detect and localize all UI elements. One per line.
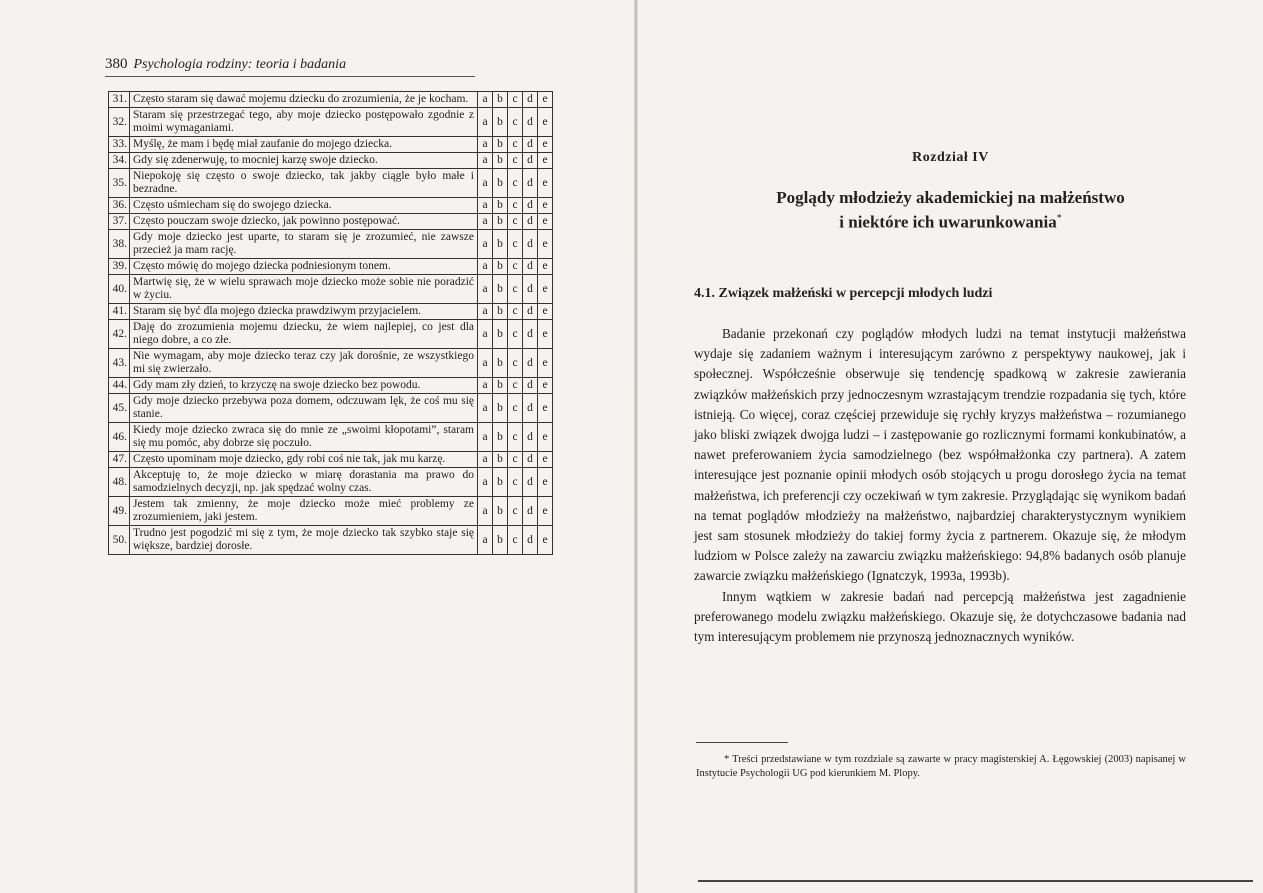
table-row [109, 137, 553, 153]
question-text: Często upominam moje dziecko, gdy robi coś nie tak, jak mu karzę. [130, 452, 478, 468]
answer-option-c[interactable]: c [508, 198, 523, 214]
question-number: 43. [109, 349, 130, 378]
answer-option-e[interactable]: e [538, 526, 553, 555]
question-number: 50. [109, 526, 130, 555]
answer-option-d[interactable]: d [523, 230, 538, 259]
answer-option-d[interactable]: d [523, 169, 538, 198]
question-text: Często staram się dawać mojemu dziecku do zrozumienia, że je kocham. [130, 92, 478, 108]
answer-option-b[interactable]: b [493, 304, 508, 320]
answer-option-e[interactable]: e [538, 304, 553, 320]
answer-option-b[interactable]: b [493, 320, 508, 349]
answer-option-e[interactable]: e [538, 137, 553, 153]
answer-option-e[interactable]: e [538, 423, 553, 452]
answer-option-d[interactable]: d [523, 378, 538, 394]
answer-option-a[interactable]: a [478, 137, 493, 153]
question-number: 44. [109, 378, 130, 394]
answer-option-b[interactable]: b [493, 259, 508, 275]
table-row [109, 304, 553, 320]
answer-option-c[interactable]: c [508, 275, 523, 304]
question-text: Gdy moje dziecko jest uparte, to staram się je zrozumieć, nie zawsze przecież ja mam rację. [130, 230, 478, 259]
answer-option-a[interactable]: a [478, 198, 493, 214]
question-text: Kiedy moje dziecko zwraca się do mnie ze „swoimi kłopotami”, staram się mu pomóc, aby dobrze się poczuło. [130, 423, 478, 452]
question-number: 35. [109, 169, 130, 198]
answer-option-d[interactable]: d [523, 452, 538, 468]
question-number: 38. [109, 230, 130, 259]
answer-option-d[interactable]: d [523, 198, 538, 214]
answer-option-c[interactable]: c [508, 92, 523, 108]
answer-option-a[interactable]: a [478, 526, 493, 555]
answer-option-d[interactable]: d [523, 349, 538, 378]
answer-option-b[interactable]: b [493, 153, 508, 169]
answer-option-e[interactable]: e [538, 468, 553, 497]
answer-option-d[interactable]: d [523, 394, 538, 423]
question-number: 45. [109, 394, 130, 423]
answer-option-e[interactable]: e [538, 169, 553, 198]
table-row [109, 452, 553, 468]
answer-option-c[interactable]: c [508, 468, 523, 497]
answer-option-c[interactable]: c [508, 153, 523, 169]
table-row [109, 468, 553, 497]
answer-option-c[interactable]: c [508, 378, 523, 394]
question-number: 39. [109, 259, 130, 275]
question-number: 48. [109, 468, 130, 497]
table-row [109, 275, 553, 304]
question-number: 34. [109, 153, 130, 169]
answer-option-d[interactable]: d [523, 92, 538, 108]
answer-option-a[interactable]: a [478, 259, 493, 275]
table-row [109, 497, 553, 526]
answer-option-a[interactable]: a [478, 468, 493, 497]
answer-option-a[interactable]: a [478, 497, 493, 526]
question-text: Akceptuję to, że moje dziecko w miarę dorastania ma prawo do samodzielnych decyzji, np. jak spędzać wolny czas. [130, 468, 478, 497]
chapter-label: Rozdział IV [912, 150, 989, 165]
question-text: Myślę, że mam i będę miał zaufanie do mojego dziecka. [130, 137, 478, 153]
header-rule [105, 76, 475, 77]
answer-option-c[interactable]: c [508, 394, 523, 423]
footnote-marker: * [1056, 213, 1062, 224]
answer-option-e[interactable]: e [538, 230, 553, 259]
question-number: 42. [109, 320, 130, 349]
table-row [109, 259, 553, 275]
answer-option-a[interactable]: a [478, 214, 493, 230]
answer-option-d[interactable]: d [523, 468, 538, 497]
table-row [109, 394, 553, 423]
answer-option-d[interactable]: d [523, 275, 538, 304]
answer-option-b[interactable]: b [493, 349, 508, 378]
answer-option-e[interactable]: e [538, 452, 553, 468]
question-text: Jestem tak zmienny, że moje dziecko może mieć problemy ze zrozumieniem, jaki jestem. [130, 497, 478, 526]
answer-option-c[interactable]: c [508, 452, 523, 468]
answer-option-e[interactable]: e [538, 394, 553, 423]
question-number: 46. [109, 423, 130, 452]
answer-option-d[interactable]: d [523, 304, 538, 320]
chapter-title-line2: i niektóre ich uwarunkowania [839, 212, 1057, 232]
footnote-rule [696, 742, 788, 743]
question-text: Gdy mam zły dzień, to krzyczę na swoje dziecko bez powodu. [130, 378, 478, 394]
question-number: 36. [109, 198, 130, 214]
question-number: 40. [109, 275, 130, 304]
paragraph-2: Innym wątkiem w zakresie badań nad percepcją małżeństwa jest zagadnienie preferowanego modelu związku małżeńskiego. Okazuje się, że dotychczasowe badania nad tym interesującym problemem nie przynoszą jednoznacznych wyników. [694, 588, 1186, 645]
question-text: Często mówię do mojego dziecka podniesionym tonem. [130, 259, 478, 275]
question-text: Martwię się, że w wielu sprawach moje dziecko może sobie nie poradzić w życiu. [130, 275, 478, 304]
question-text: Gdy się zdenerwuję, to mocniej karzę swoje dziecko. [130, 153, 478, 169]
chapter-title-line1: Poglądy młodzieży akademickiej na małżeństwo [776, 188, 1125, 207]
answer-option-b[interactable]: b [493, 394, 508, 423]
answer-option-c[interactable]: c [508, 304, 523, 320]
table-row [109, 108, 553, 137]
answer-option-d[interactable]: d [523, 497, 538, 526]
answer-option-e[interactable]: e [538, 198, 553, 214]
answer-option-c[interactable]: c [508, 497, 523, 526]
table-row [109, 153, 553, 169]
answer-option-d[interactable]: d [523, 320, 538, 349]
answer-option-e[interactable]: e [538, 214, 553, 230]
answer-option-c[interactable]: c [508, 214, 523, 230]
question-number: 31. [109, 92, 130, 108]
question-number: 32. [109, 108, 130, 137]
answer-option-c[interactable]: c [508, 320, 523, 349]
answer-option-b[interactable]: b [493, 423, 508, 452]
answer-option-a[interactable]: a [478, 230, 493, 259]
answer-option-c[interactable]: c [508, 137, 523, 153]
answer-option-e[interactable]: e [538, 275, 553, 304]
answer-option-b[interactable]: b [493, 198, 508, 214]
answer-option-d[interactable]: d [523, 259, 538, 275]
answer-option-a[interactable]: a [478, 275, 493, 304]
question-text: Niepokoję się często o swoje dziecko, tak jakby ciągle było małe i bezradne. [130, 169, 478, 198]
answer-option-b[interactable]: b [493, 452, 508, 468]
footnote: * Treści przedstawiane w tym rozdziale są zawarte w pracy magisterskiej A. Łęgowskiej (2003) napisanej w Instytucie Psychologii UG pod kierunkiem M. Plopy. [696, 754, 1186, 779]
question-text: Często pouczam swoje dziecko, jak powinno postępować. [130, 214, 478, 230]
section-heading: 4.1. Związek małżeński w percepcji młodych ludzi [694, 286, 993, 301]
answer-option-b[interactable]: b [493, 169, 508, 198]
answer-option-a[interactable]: a [478, 394, 493, 423]
answer-option-c[interactable]: c [508, 526, 523, 555]
answer-option-d[interactable]: d [523, 137, 538, 153]
running-title: Psychologia rodziny: teoria i badania [133, 57, 347, 72]
question-number: 33. [109, 137, 130, 153]
answer-option-e[interactable]: e [538, 108, 553, 137]
answer-option-d[interactable]: d [523, 526, 538, 555]
answer-option-a[interactable]: a [478, 169, 493, 198]
table-row [109, 230, 553, 259]
answer-option-b[interactable]: b [493, 497, 508, 526]
question-number: 41. [109, 304, 130, 320]
answer-option-d[interactable]: d [523, 423, 538, 452]
answer-option-a[interactable]: a [478, 108, 493, 137]
table-row [109, 423, 553, 452]
question-number: 37. [109, 214, 130, 230]
table-row [109, 378, 553, 394]
table-row [109, 169, 553, 198]
body-text [694, 324, 1186, 647]
answer-option-d[interactable]: d [523, 153, 538, 169]
answer-option-d[interactable]: d [523, 108, 538, 137]
answer-option-a[interactable]: a [478, 423, 493, 452]
answer-option-b[interactable]: b [493, 230, 508, 259]
chapter-title [708, 187, 1193, 233]
table-row [109, 92, 553, 108]
answer-option-c[interactable]: c [508, 169, 523, 198]
question-text: Trudno jest pogodzić mi się z tym, że moje dziecko tak szybko staje się większe, bardziej dorosłe. [130, 526, 478, 555]
answer-option-e[interactable]: e [538, 153, 553, 169]
table-row [109, 320, 553, 349]
answer-option-c[interactable]: c [508, 259, 523, 275]
answer-option-b[interactable]: b [493, 137, 508, 153]
answer-option-a[interactable]: a [478, 378, 493, 394]
answer-option-c[interactable]: c [508, 108, 523, 137]
table-row [109, 198, 553, 214]
answer-option-b[interactable]: b [493, 108, 508, 137]
table-row [109, 526, 553, 555]
answer-option-a[interactable]: a [478, 304, 493, 320]
answer-option-b[interactable]: b [493, 92, 508, 108]
answer-option-e[interactable]: e [538, 320, 553, 349]
page-number: 380 [105, 56, 128, 72]
answer-option-a[interactable]: a [478, 320, 493, 349]
table-row [109, 349, 553, 378]
question-text: Daję do zrozumienia mojemu dziecku, że wiem najlepiej, co jest dla niego dobre, a co złe. [130, 320, 478, 349]
answer-option-c[interactable]: c [508, 423, 523, 452]
question-number: 47. [109, 452, 130, 468]
answer-option-c[interactable]: c [508, 230, 523, 259]
answer-option-b[interactable]: b [493, 378, 508, 394]
answer-option-a[interactable]: a [478, 92, 493, 108]
scan-edge-line [698, 880, 1253, 882]
questionnaire-table [108, 91, 553, 555]
question-text: Staram się być dla mojego dziecka prawdziwym przyjacielem. [130, 304, 478, 320]
running-head [105, 56, 475, 73]
answer-option-b[interactable]: b [493, 275, 508, 304]
answer-option-a[interactable]: a [478, 349, 493, 378]
answer-option-b[interactable]: b [493, 468, 508, 497]
answer-option-e[interactable]: e [538, 349, 553, 378]
answer-option-b[interactable]: b [493, 214, 508, 230]
right-page [638, 0, 1263, 893]
question-text: Nie wymagam, aby moje dziecko teraz czy jak dorośnie, ze wszystkiego mi się zwierzało. [130, 349, 478, 378]
question-text: Staram się przestrzegać tego, aby moje dziecko postępowało zgodnie z moimi wymaganiami. [130, 108, 478, 137]
answer-option-a[interactable]: a [478, 153, 493, 169]
question-text: Gdy moje dziecko przebywa poza domem, odczuwam lęk, że coś mu się stanie. [130, 394, 478, 423]
answer-option-e[interactable]: e [538, 92, 553, 108]
table-row [109, 214, 553, 230]
answer-option-e[interactable]: e [538, 497, 553, 526]
question-text: Często uśmiecham się do swojego dziecka. [130, 198, 478, 214]
answer-option-c[interactable]: c [508, 349, 523, 378]
answer-option-b[interactable]: b [493, 526, 508, 555]
answer-option-e[interactable]: e [538, 378, 553, 394]
answer-option-a[interactable]: a [478, 452, 493, 468]
answer-option-d[interactable]: d [523, 214, 538, 230]
question-number: 49. [109, 497, 130, 526]
paragraph-1: Badanie przekonań czy poglądów młodych ludzi na temat instytucji małżeństwa wydaje się zadaniem ważnym i interesującym zarówno z perspektywy naukowej, jak i społecznej. Współcześnie obserwuje się tendencję spadkową w zakresie zawierania związków małżeńskich przy jednoczesnym wzrastającym trendzie rozpadania się tych, które istnieją. Co więcej, coraz częściej przewiduje się rychły kryzys małżeństwa – rozumianego jako bliski związek dwojga ludzi – i zastępowanie go rozlicznymi formami konkubinatów, a nawet preferowaniem życia samodzielnego (bez współmałżonka czy partnera). A zatem interesujące jest poznanie opinii młodych osób stojących u progu dorosłego życia na temat małżeństwa, ich preferencji czy oczekiwań w tym zakresie. Przyglądając się wynikom badań na temat poglądów młodzieży na małżeństwo, najbardziej charakterystycznym wynikiem jest sam stosunek młodzieży do takiej formy życia z partnerem. Okazuje się, że młodym ludziom w Polsce zależy na zawarciu związku małżeńskiego: 94,8% badanych osób planuje zawarcie związku małżeńskiego (Ignatczyk, 1993a, 1993b). [694, 326, 1186, 584]
answer-option-e[interactable]: e [538, 259, 553, 275]
